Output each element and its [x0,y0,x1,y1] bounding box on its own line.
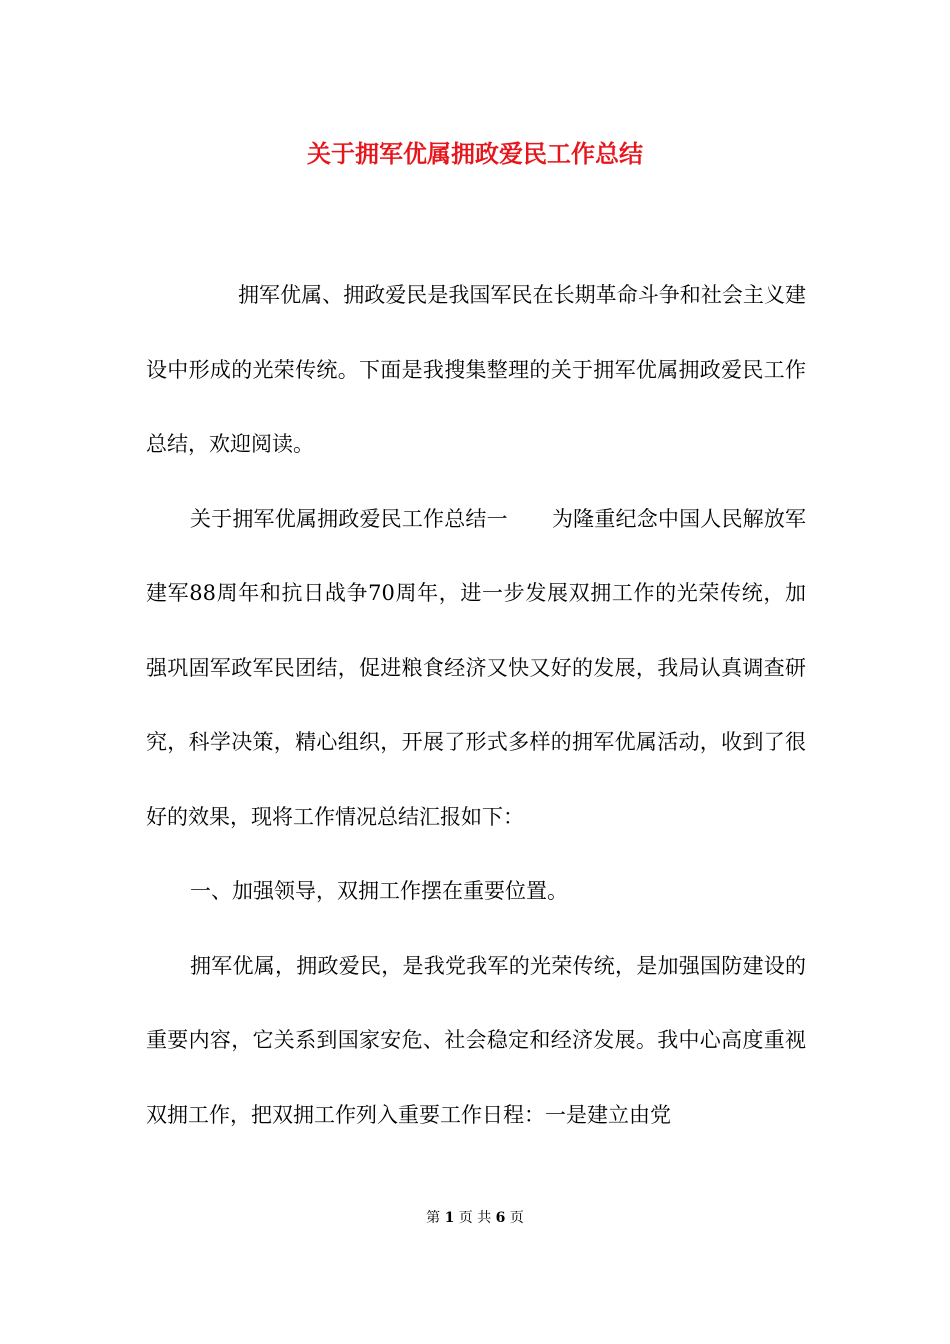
paragraph-section-one [146,482,806,855]
footer-current-page: 1 [444,1210,455,1226]
section-body: 为隆重纪念中国人民解放军建军88周年和抗日战争70周年，进一步发展双拥工作的光荣传统，加强巩固军政军民团结，促进粮食经济又快又好的发展，我局认真调查研究，科学决策，精心组织，开展了形式多样的拥军优属活动，收到了很好的效果，现将工作情况总结汇报如下： [146,506,807,829]
footer-prefix: 第 [426,1210,441,1226]
document-body [146,258,806,1152]
section-heading: 关于拥军优属拥政爱民工作总结一 [190,506,508,531]
footer-suffix: 页 [509,1210,524,1226]
footer-total-pages: 6 [495,1210,506,1226]
footer-middle: 页 共 [458,1210,492,1226]
document-title: 关于拥军优属拥政爱民工作总结 [307,139,643,168]
paragraph-intro: 拥军优属、拥政爱民是我国军民在长期革命斗争和社会主义建设中形成的光荣传统。下面是我搜集整理的关于拥军优属拥政爱民工作总结，欢迎阅读。 [146,283,806,456]
paragraph-point-one: 一、加强领导，双拥工作摆在重要位置。 [190,879,568,903]
paragraph-point-one-body: 拥军优属，拥政爱民，是我党我军的光荣传统，是加强国防建设的重要内容，它关系到国家安危、社会稳定和经济发展。我中心高度重视双拥工作，把双拥工作列入重要工作日程：一是建立由党 [146,953,806,1127]
page-footer [0,1206,950,1230]
